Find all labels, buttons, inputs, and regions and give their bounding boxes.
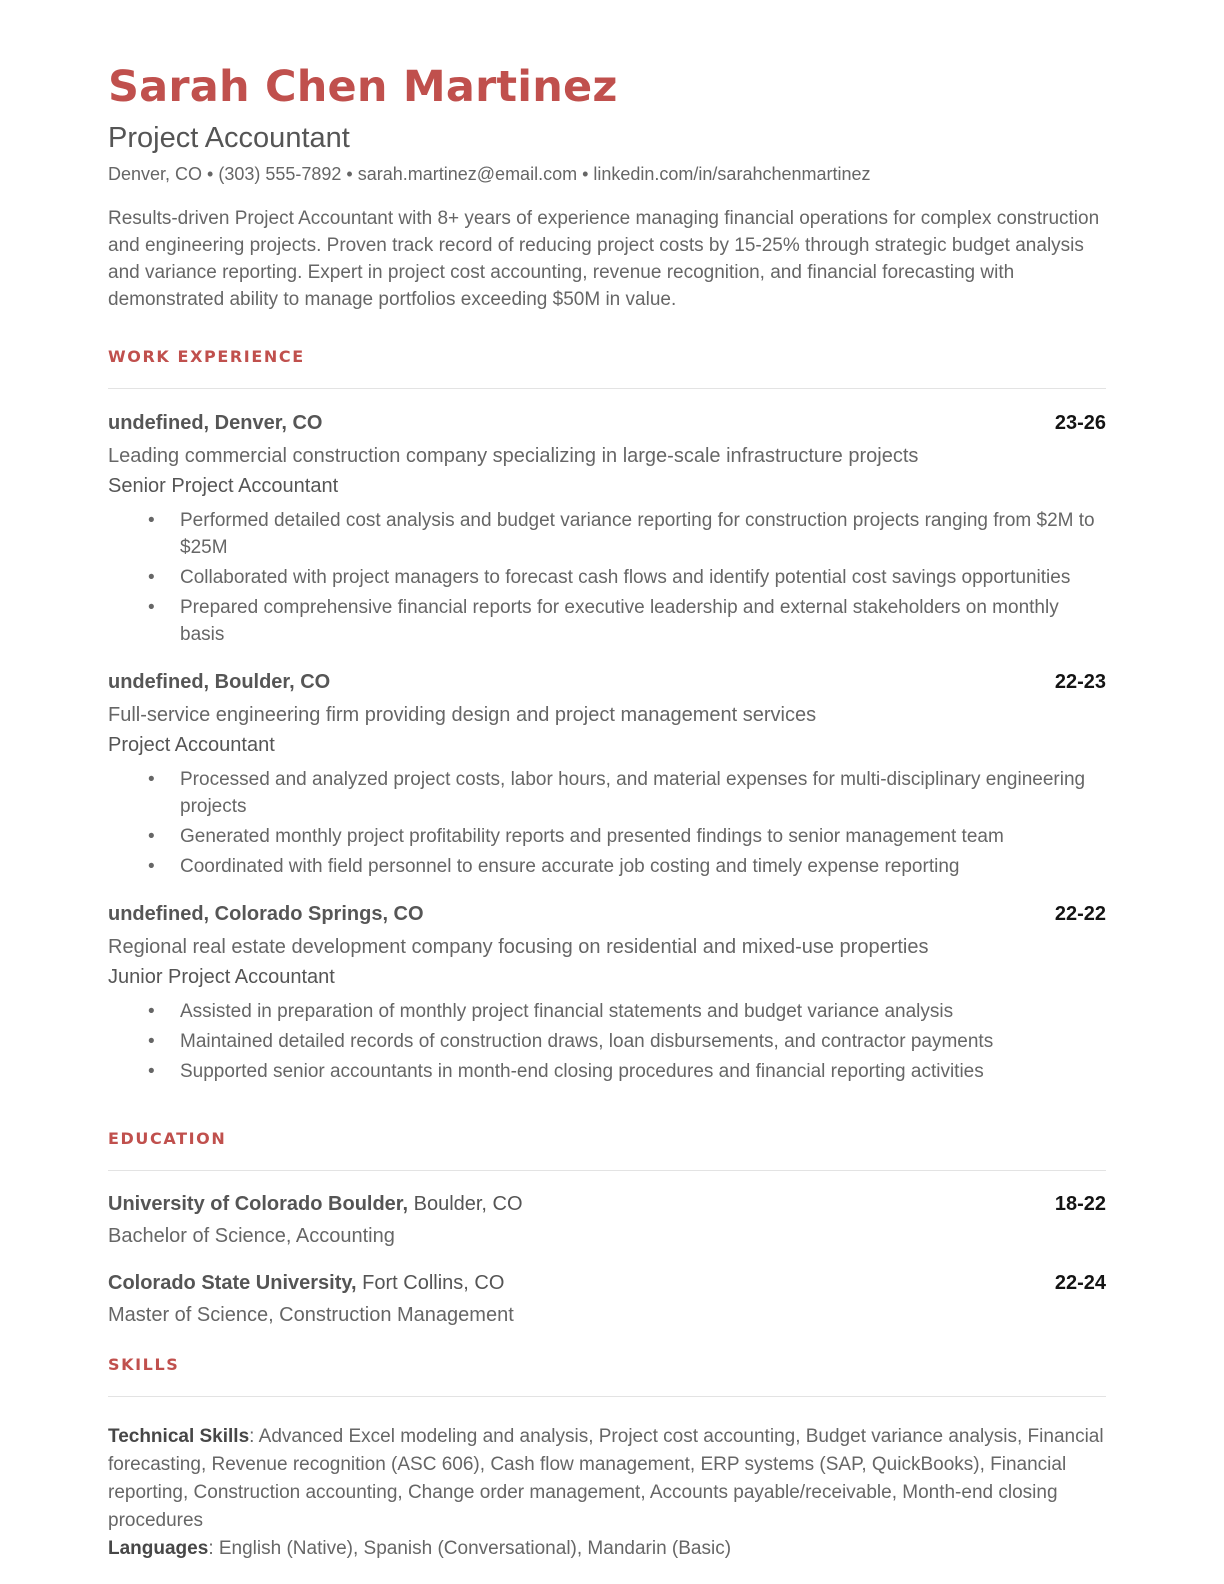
job-company-location: undefined, Colorado Springs, CO	[108, 903, 424, 926]
resume-header	[108, 62, 1106, 185]
school-location: Boulder, CO	[408, 1193, 523, 1216]
education-entry	[108, 1193, 1106, 1250]
bullet-item: • Prepared comprehensive financial reports for executive leadership and external stakeholders on monthly basis	[148, 594, 1106, 648]
bullet-item: • Performed detailed cost analysis and budget variance reporting for construction projects ranging from $2M to $25M	[148, 507, 1106, 561]
job-entry	[108, 412, 1106, 648]
job-role-title: Project Accountant	[108, 734, 275, 757]
job-company-description: Full-service engineering firm providing design and project management services	[108, 704, 817, 727]
bullet-item: • Processed and analyzed project costs, labor hours, and material expenses for multi-disciplinary engineering projects	[148, 766, 1106, 820]
professional-summary: Results-driven Project Accountant with 8+ years of experience managing financial operations for complex construction and engineering projects. Proven track record of reducing project costs by 15-25% through strategic budget analysis and variance reporting. Expert in project cost accounting, revenue recognition, and financial forecasting with demonstrated ability to manage portfolios exceeding $50M in value.	[108, 208, 1100, 311]
bullet-item: • Generated monthly project profitability reports and presented findings to senior management team	[148, 823, 1106, 850]
technical-skills-text: : Advanced Excel modeling and analysis, Project cost accounting, Budget variance analysis, Financial forecasting, Revenue recognition (ASC 606), Cash flow management, ERP systems (SAP, QuickBooks), Financial reporting, Construction accounting, Change order management, Accounts payable/receivable, Month-end closing procedures	[108, 1426, 1104, 1532]
languages-text: : English (Native), Spanish (Conversational), Mandarin (Basic)	[208, 1538, 732, 1560]
bullet-item: • Supported senior accountants in month-end closing procedures and financial reporting activities	[148, 1058, 1106, 1085]
job-header	[108, 671, 1106, 694]
degree: Bachelor of Science, Accounting	[108, 1225, 395, 1248]
technical-skills-paragraph	[108, 1423, 1106, 1535]
education-header	[108, 1272, 1106, 1295]
job-company-description: Leading commercial construction company specializing in large-scale infrastructure projects	[108, 445, 919, 468]
job-company-location: undefined, Denver, CO	[108, 412, 323, 435]
school-name: University of Colorado Boulder,	[108, 1193, 409, 1216]
section-heading-education: EDUCATION	[108, 1129, 227, 1149]
job-entry	[108, 671, 1106, 880]
job-dates: 22-22	[1054, 903, 1106, 926]
school-line	[108, 1272, 504, 1295]
bullet-item: • Maintained detailed records of construction draws, loan disbursements, and contractor payments	[148, 1028, 1106, 1055]
education-dates: 18-22	[1054, 1193, 1106, 1216]
person-job-title: Project Accountant	[108, 121, 350, 154]
education-header	[108, 1193, 1106, 1216]
job-bullet-list	[108, 766, 1106, 880]
languages-paragraph	[108, 1535, 1106, 1563]
school-location: Fort Collins, CO	[356, 1272, 505, 1295]
degree: Master of Science, Construction Management	[108, 1304, 514, 1327]
job-company-description: Regional real estate development company focusing on residential and mixed-use properties	[108, 936, 929, 959]
section-heading-work-experience: WORK EXPERIENCE	[108, 347, 305, 367]
job-header	[108, 412, 1106, 435]
bullet-item: • Coordinated with field personnel to ensure accurate job costing and timely expense reporting	[148, 853, 1106, 880]
job-bullet-list	[108, 998, 1106, 1085]
job-role-title: Senior Project Accountant	[108, 475, 339, 498]
section-divider	[108, 1170, 1106, 1171]
job-company-location: undefined, Boulder, CO	[108, 671, 331, 694]
job-header	[108, 903, 1106, 926]
languages-label: Languages	[108, 1538, 209, 1560]
education-entry	[108, 1272, 1106, 1329]
job-role-title: Junior Project Accountant	[108, 966, 335, 989]
technical-skills-label: Technical Skills	[108, 1426, 250, 1448]
job-bullet-list	[108, 507, 1106, 648]
section-heading-skills: SKILLS	[108, 1355, 180, 1375]
person-name: Sarah Chen Martinez	[108, 62, 618, 112]
education-dates: 22-24	[1054, 1272, 1106, 1295]
contact-line: Denver, CO • (303) 555-7892 • sarah.martinez@email.com • linkedin.com/in/sarahchenmartinez	[108, 164, 871, 185]
school-name: Colorado State University,	[108, 1272, 357, 1295]
bullet-item: • Assisted in preparation of monthly project financial statements and budget variance analysis	[148, 998, 1106, 1025]
section-divider	[108, 1396, 1106, 1397]
school-line	[108, 1193, 523, 1216]
job-dates: 22-23	[1054, 671, 1106, 694]
job-dates: 23-26	[1054, 412, 1106, 435]
section-divider	[108, 388, 1106, 389]
job-entry	[108, 903, 1106, 1085]
bullet-item: • Collaborated with project managers to forecast cash flows and identify potential cost savings opportunities	[148, 564, 1106, 591]
